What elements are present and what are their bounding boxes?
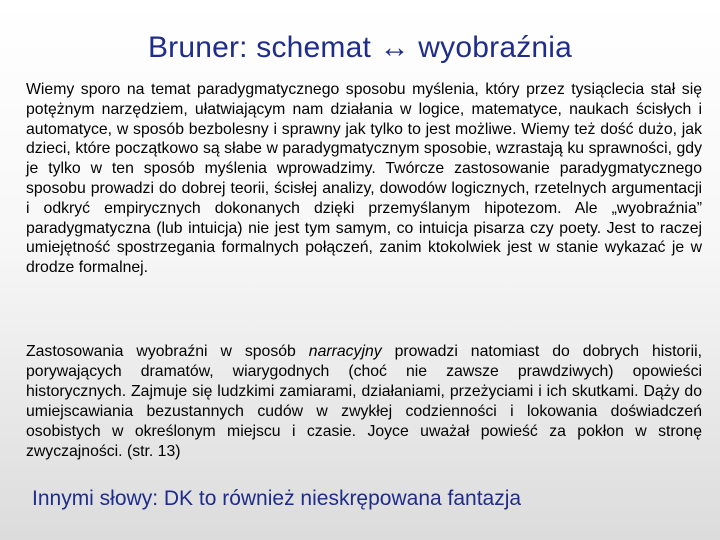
slide-title: Bruner: schemat ↔ wyobraźnia [147, 31, 573, 64]
body-paragraph-paradigmatic: Wiemy sporo na temat paradygmatycznego sposobu myślenia, który przez tysiąclecia stał się potężnym narzędziem, ułatwiającym nam działania w logice, matematyce, naukach ścisłych i automatyce, w sposób bezbolesny i sprawny jak tylko to jest możliwe. Wiemy też dość dużo, jak dzieci, które początkowo są słabe w paradygmatycznym sposobie, wzrastają ku sprawności, gdy je tylko w ten sposób myślenia wprowadzimy. Twórcze zastosowanie paradygmatycznego sposobu prowadzi do dobrej teorii, ścisłej analizy, dowodów logicznych, rzetelnych argumentacji i odkryć empirycznych dokonanych dzięki przemyślanym hipotezom. Ale „wyobraźnia” paradygmatyczna (lub intuicja) nie jest tym samym, co intuicja pisarza czy poety. Jest to raczej umiejętność spostrzegania formalnych połączeń, zanim ktokolwiek jest w stanie wykazać je w drodze formalnej. [26, 81, 702, 277]
paragraph2-emphasis: narracyjny [308, 343, 382, 360]
body-paragraph-narrative [26, 342, 702, 461]
summary-line: Innymi słowy: DK to również nieskrępowana fantazja [32, 487, 522, 510]
paragraph2-text-before: Zastosowania wyobraźni w sposób [26, 343, 309, 360]
paragraph2-text-after: prowadzi natomiast do dobrych historii, porywających dramatów, wiarygodnych (choć nie zawsze prawdziwych) opowieści historycznych. Zajmuje się ludzkimi zamiarami, działaniami, przeżyciami i ich skutkami. Dąży do umiejscawiania bezustannych cudów w zwykłej codzienności i lokowania doświadczeń osobistych w określonym miejscu i czasie. Joyce uważał powieść za pokłon w stronę zwyczajności. (str. 13) [26, 343, 702, 460]
